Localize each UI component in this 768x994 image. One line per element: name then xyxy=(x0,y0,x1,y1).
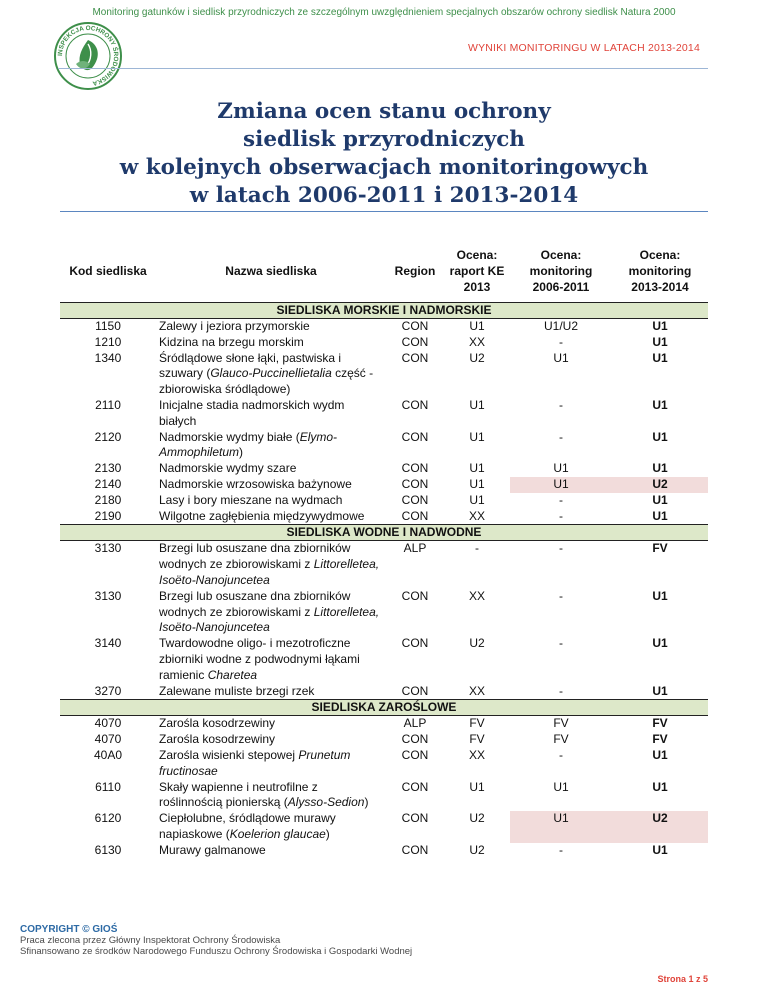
section-header-row xyxy=(60,525,708,541)
region-value: CON xyxy=(401,732,429,747)
table-row xyxy=(60,319,708,335)
monitoring-2006-2011-value: - xyxy=(559,541,563,556)
latin-name: Charetea xyxy=(207,667,258,682)
gios-logo-icon xyxy=(52,20,124,92)
habitat-name xyxy=(156,351,386,398)
raport-ke-value: U2 xyxy=(469,636,485,651)
latin-name: Prunetum fructinosae xyxy=(159,747,351,778)
monitoring-2013-2014-value: FV xyxy=(652,541,668,556)
habitat-name xyxy=(156,748,386,780)
monitoring-2006-2011-value: U1 xyxy=(553,461,569,476)
habitat-name xyxy=(156,319,386,335)
habitat-name xyxy=(156,430,386,462)
footer xyxy=(20,924,412,957)
habitat-code: 2190 xyxy=(94,508,122,523)
monitoring-2006-2011-value: - xyxy=(559,492,563,507)
name-text: Twardowodne oligo- i mezotroficzne zbiorniki wodne z podwodnymi łąkami ramienic xyxy=(159,636,360,682)
name-text: Śródlądowe słone łąki, pastwiska i szuwary ( xyxy=(159,350,342,381)
monitoring-2013-2014-value: U2 xyxy=(612,477,708,493)
header-raport-ke: Ocena: raport KE 2013 xyxy=(444,242,510,303)
region-value: CON xyxy=(401,429,429,444)
habitat-code: 40A0 xyxy=(93,747,123,762)
habitat-code: 1340 xyxy=(94,350,122,365)
habitat-name: Wilgotne zagłębienia międzywydmowe xyxy=(159,508,365,523)
table-row xyxy=(60,461,708,477)
habitat-code: 4070 xyxy=(94,716,122,731)
raport-ke-value: XX xyxy=(468,334,485,349)
table-row xyxy=(60,811,708,843)
habitat-code: 6120 xyxy=(94,811,122,826)
name-text: Brzegi lub osuszane dna zbiorników wodnych ze zbiorowiskami z xyxy=(159,588,351,619)
title-divider xyxy=(60,211,708,212)
raport-ke-value: U2 xyxy=(469,350,485,365)
raport-ke-value: XX xyxy=(468,588,485,603)
habitat-name xyxy=(156,780,386,812)
latin-name: Littorelletea, Isoëto-Nanojuncetea xyxy=(159,604,380,635)
monitoring-2013-2014-value: FV xyxy=(652,716,668,731)
table-row xyxy=(60,684,708,700)
header-region: Region xyxy=(386,242,444,303)
table-row xyxy=(60,732,708,748)
header-nazwa: Nazwa siedliska xyxy=(156,242,386,303)
latin-name: Glauco-Puccinellietalia xyxy=(210,366,332,381)
name-text: Brzegi lub osuszane dna zbiorników wodnych ze zbiorowiskami z xyxy=(159,541,351,572)
table-row xyxy=(60,430,708,462)
table-row xyxy=(60,589,708,636)
raport-ke-value: U1 xyxy=(469,492,485,507)
header-subtitle: WYNIKI MONITORINGU W LATACH 2013-2014 xyxy=(467,42,700,54)
monitoring-2013-2014-value: U1 xyxy=(652,429,668,444)
monitoring-2006-2011-value: - xyxy=(559,636,563,651)
footer-line: Sfinansowano ze środków Narodowego Funduszu Ochrony Środowiska i Gospodarki Wodnej xyxy=(20,946,413,957)
habitat-code: 1150 xyxy=(95,319,121,333)
habitat-code: 1210 xyxy=(94,334,122,349)
title-line: Zmiana ocen stanu ochrony xyxy=(217,99,551,124)
region-value: CON xyxy=(401,476,429,491)
table-row xyxy=(60,780,708,812)
monitoring-2006-2011-value: - xyxy=(559,508,563,523)
monitoring-2006-2011-value: U1 xyxy=(510,477,612,493)
section-title: SIEDLISKA MORSKIE I NADMORSKIE xyxy=(60,303,708,319)
habitat-name xyxy=(156,335,386,351)
monitoring-2006-2011-value: - xyxy=(559,588,563,603)
raport-ke-value: U1 xyxy=(469,461,485,476)
raport-ke-value: - xyxy=(475,541,479,556)
name-text: część - zbiorowiska śródlądowe) xyxy=(159,366,374,397)
monitoring-2013-2014-value: U1 xyxy=(652,747,668,762)
latin-name: Koelerion glaucae xyxy=(229,826,326,841)
monitoring-2006-2011-value: FV xyxy=(553,732,569,747)
habitat-name xyxy=(156,716,386,732)
name-text: Zalewy i jeziora przymorskie xyxy=(159,319,310,333)
header-monitoring-2006-2011: Ocena: monitoring 2006-2011 xyxy=(510,242,612,303)
raport-ke-value: XX xyxy=(468,683,485,698)
monitoring-2006-2011-value: U1/U2 xyxy=(543,319,578,333)
table-row xyxy=(60,335,708,351)
monitoring-2013-2014-value: U1 xyxy=(652,492,668,507)
raport-ke-value: FV xyxy=(469,732,485,747)
habitat-name: Nadmorskie wydmy szare xyxy=(159,461,297,476)
habitat-name xyxy=(156,732,386,748)
region-value: CON xyxy=(401,588,429,603)
habitat-code: 3130 xyxy=(94,588,122,603)
footer-line: Praca zlecona przez Główny Inspektorat Ochrony Środowiska xyxy=(20,935,281,946)
name-text: Zarośla kosodrzewiny xyxy=(159,716,276,731)
document-header-line: Monitoring gatunków i siedlisk przyrodniczych ze szczególnym uwzględnieniem specjalnych obszarów ochrony siedlisk Natura 2000 xyxy=(92,7,676,18)
header-divider xyxy=(58,68,708,69)
header-monitoring-2013-2014: Ocena: monitoring 2013-2014 xyxy=(612,242,708,303)
monitoring-2006-2011-value: - xyxy=(559,429,563,444)
name-text: Zarośla wisienki stepowej xyxy=(159,747,299,762)
section-header-row xyxy=(60,700,708,716)
monitoring-2006-2011-value: U1 xyxy=(553,779,569,794)
monitoring-2006-2011-value: - xyxy=(559,334,563,349)
monitoring-2013-2014-value: U1 xyxy=(652,779,668,794)
table-row xyxy=(60,748,708,780)
table-row xyxy=(60,493,708,509)
logo-ring-text: INSPEKCJA OCHRONY ŚRODOWISKA xyxy=(56,24,120,87)
monitoring-2013-2014-value: U1 xyxy=(652,842,668,857)
monitoring-2013-2014-value: U1 xyxy=(652,461,668,476)
region-value: CON xyxy=(401,683,429,698)
habitat-code: 2140 xyxy=(94,476,122,491)
raport-ke-value: U1 xyxy=(469,779,485,794)
name-text: Murawy galmanowe xyxy=(159,842,266,857)
name-text: Zarośla kosodrzewiny xyxy=(159,732,276,747)
table-row xyxy=(60,398,708,430)
header-kod: Kod siedliska xyxy=(60,242,156,303)
monitoring-2006-2011-value: U1 xyxy=(553,350,569,365)
title-line: siedlisk przyrodniczych xyxy=(243,127,525,152)
table-row xyxy=(60,351,708,398)
habitat-code: 3130 xyxy=(94,541,122,556)
page-title xyxy=(0,98,768,210)
region-value: CON xyxy=(401,747,429,762)
habitat-code: 6130 xyxy=(94,842,122,857)
table-row xyxy=(60,843,708,859)
habitat-name: Lasy i bory mieszane na wydmach xyxy=(159,492,343,507)
name-text: Inicjalne stadia nadmorskich wydm białych xyxy=(159,397,345,428)
monitoring-2006-2011-value: - xyxy=(559,397,563,412)
table-row xyxy=(60,541,708,589)
monitoring-2013-2014-value: U1 xyxy=(652,334,668,349)
monitoring-2006-2011-value: U1 xyxy=(510,811,612,843)
habitat-code: 2130 xyxy=(94,461,122,476)
raport-ke-value: U1 xyxy=(469,319,485,333)
monitoring-2013-2014-value: U2 xyxy=(612,811,708,843)
footer-copyright: COPYRIGHT © GIOŚ xyxy=(20,924,118,935)
raport-ke-value: XX xyxy=(468,747,485,762)
name-text: ) xyxy=(239,445,244,460)
raport-ke-value: FV xyxy=(469,716,485,731)
name-text: Nadmorskie wydmy białe ( xyxy=(159,429,300,444)
habitat-name xyxy=(156,589,386,636)
habitat-name xyxy=(156,636,386,683)
section-title: SIEDLISKA ZAROŚLOWE xyxy=(60,700,708,716)
latin-name: Elymo-Ammophiletum xyxy=(159,429,338,460)
monitoring-2013-2014-value: U1 xyxy=(652,350,668,365)
region-value: ALP xyxy=(403,541,427,556)
region-value: CON xyxy=(401,779,429,794)
name-text: Kidzina na brzegu morskim xyxy=(159,334,304,349)
region-value: CON xyxy=(401,811,429,826)
habitat-assessment-table xyxy=(60,242,708,859)
name-text: ) xyxy=(325,826,330,841)
region-value: CON xyxy=(401,334,429,349)
habitat-name xyxy=(156,811,386,843)
table-row xyxy=(60,636,708,683)
table-body xyxy=(60,303,708,859)
habitat-code: 2180 xyxy=(94,492,122,507)
habitat-code: 2110 xyxy=(95,397,121,412)
table-row xyxy=(60,716,708,732)
monitoring-2013-2014-value: U1 xyxy=(652,508,668,523)
name-text: Ciepłolubne, śródlądowe murawy napiaskowe ( xyxy=(159,811,336,841)
region-value: CON xyxy=(401,397,429,412)
name-text: ) xyxy=(364,795,369,810)
raport-ke-value: U2 xyxy=(469,811,485,826)
habitat-name: Nadmorskie wrzosowiska bażynowe xyxy=(159,476,352,491)
habitat-name xyxy=(156,398,386,430)
latin-name: Littorelletea, Isoëto-Nanojuncetea xyxy=(159,557,380,587)
habitat-name xyxy=(156,684,386,700)
habitat-code: 3270 xyxy=(94,683,122,698)
region-value: CON xyxy=(401,350,429,365)
monitoring-2013-2014-value: U1 xyxy=(652,683,668,698)
table-row xyxy=(60,477,708,493)
habitat-code: 6110 xyxy=(95,779,121,794)
section-title: SIEDLISKA WODNE I NADWODNE xyxy=(60,525,708,541)
raport-ke-value: U1 xyxy=(469,429,485,444)
monitoring-2006-2011-value: FV xyxy=(553,716,569,731)
raport-ke-value: U2 xyxy=(469,842,485,857)
monitoring-2006-2011-value: - xyxy=(559,683,563,698)
monitoring-2013-2014-value: U1 xyxy=(652,636,668,651)
region-value: CON xyxy=(401,508,429,523)
raport-ke-value: U1 xyxy=(469,397,485,412)
region-value: CON xyxy=(401,492,429,507)
monitoring-2013-2014-value: U1 xyxy=(652,397,668,412)
habitat-code: 2120 xyxy=(94,429,122,444)
section-header-row xyxy=(60,303,708,319)
raport-ke-value: XX xyxy=(468,508,485,523)
habitat-code: 4070 xyxy=(94,732,122,747)
region-value: CON xyxy=(401,319,429,333)
name-text: Skały wapienne i neutrofilne z roślinnością pionierską ( xyxy=(159,779,318,810)
monitoring-2006-2011-value: - xyxy=(559,747,563,762)
habitat-name xyxy=(156,541,386,589)
title-line: w kolejnych obserwacjach monitoringowych xyxy=(119,155,649,180)
latin-name: Alysso-Sedion xyxy=(287,795,365,810)
name-text: Zalewane muliste brzegi rzek xyxy=(159,683,315,698)
table-row xyxy=(60,509,708,525)
habitat-name xyxy=(156,843,386,859)
monitoring-2013-2014-value: FV xyxy=(652,732,668,747)
region-value: CON xyxy=(401,842,429,857)
table-header-row xyxy=(60,242,708,303)
region-value: ALP xyxy=(403,716,427,731)
monitoring-2013-2014-value: U1 xyxy=(652,319,668,333)
title-line: w latach 2006-2011 i 2013-2014 xyxy=(189,183,579,208)
monitoring-2013-2014-value: U1 xyxy=(652,588,668,603)
habitat-code: 3140 xyxy=(94,636,122,651)
raport-ke-value: U1 xyxy=(469,476,485,491)
region-value: CON xyxy=(401,461,429,476)
region-value: CON xyxy=(401,636,429,651)
monitoring-2006-2011-value: - xyxy=(559,842,563,857)
page-number: Strona 1 z 5 xyxy=(657,974,708,984)
